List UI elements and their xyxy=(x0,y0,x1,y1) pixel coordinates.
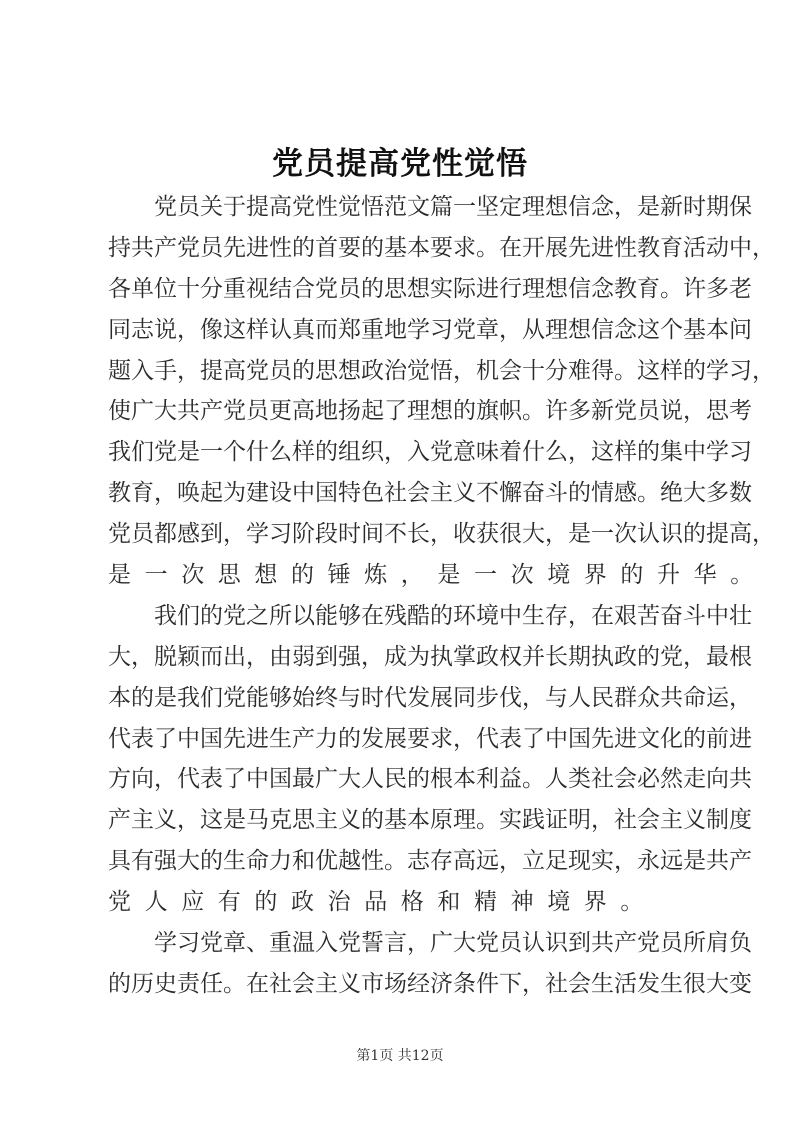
document-title: 党员提高党性觉悟 xyxy=(272,146,528,182)
document-body xyxy=(108,187,775,1005)
page-number-footer: 第1页 共12页 xyxy=(356,1048,444,1064)
text-line: 具有强大的生命力和优越性。志存高远，立足现实，永远是共产 xyxy=(108,848,752,875)
text-line: 同志说，像这样认真而郑重地学习党章，从理想信念这个基本问 xyxy=(108,316,752,343)
text-line: 教育，唤起为建设中国特色社会主义不懈奋斗的情感。绝大多数 xyxy=(108,480,752,507)
text-line: 各单位十分重视结合党员的思想实际进行理想信念教育。许多老 xyxy=(108,275,752,302)
text-line: 使广大共产党员更高地扬起了理想的旗帜。许多新党员说，思考 xyxy=(108,398,752,425)
text-line: 产主义，这是马克思主义的基本原理。实践证明，社会主义制度 xyxy=(108,807,752,834)
text-line: 本的是我们党能够始终与时代发展同步伐，与人民群众共命运， xyxy=(108,684,752,711)
text-line: 持共产党员先进性的首要的基本要求。在开展先进性教育活动中， xyxy=(108,234,775,261)
text-line: 大，脱颖而出，由弱到强，成为执掌政权并长期执政的党，最根 xyxy=(108,643,752,670)
text-line: 方向，代表了中国最广大人民的根本利益。人类社会必然走向共 xyxy=(108,766,752,793)
paragraph-1 xyxy=(108,187,775,596)
text-line: 党人应有的政治品格和精神境界。 xyxy=(108,889,657,916)
text-line: 是一次思想的锤炼，是一次境界的升华。 xyxy=(108,562,767,589)
text-line: 党员关于提高党性觉悟范文篇一坚定理想信念，是新时期保 xyxy=(154,194,752,220)
text-line: 学习党章、重温入党誓言，广大党员认识到共产党员所肩负 xyxy=(154,930,752,957)
text-line: 的历史责任。在社会主义市场经济条件下，社会生活发生很大变 xyxy=(108,970,752,997)
text-line: 我们党是一个什么样的组织，入党意味着什么，这样的集中学习 xyxy=(108,439,752,466)
paragraph-2 xyxy=(108,596,752,923)
text-line: 代表了中国先进生产力的发展要求，代表了中国先进文化的前进 xyxy=(108,725,752,752)
text-line: 党员都感到，学习阶段时间不长，收获很大，是一次认识的提高， xyxy=(108,521,775,548)
text-line: 我们的党之所以能够在残酷的环境中生存，在艰苦奋斗中壮 xyxy=(154,602,752,629)
paragraph-3 xyxy=(108,923,752,1005)
text-line: 题入手，提高党员的思想政治觉悟，机会十分难得。这样的学习， xyxy=(108,357,775,384)
